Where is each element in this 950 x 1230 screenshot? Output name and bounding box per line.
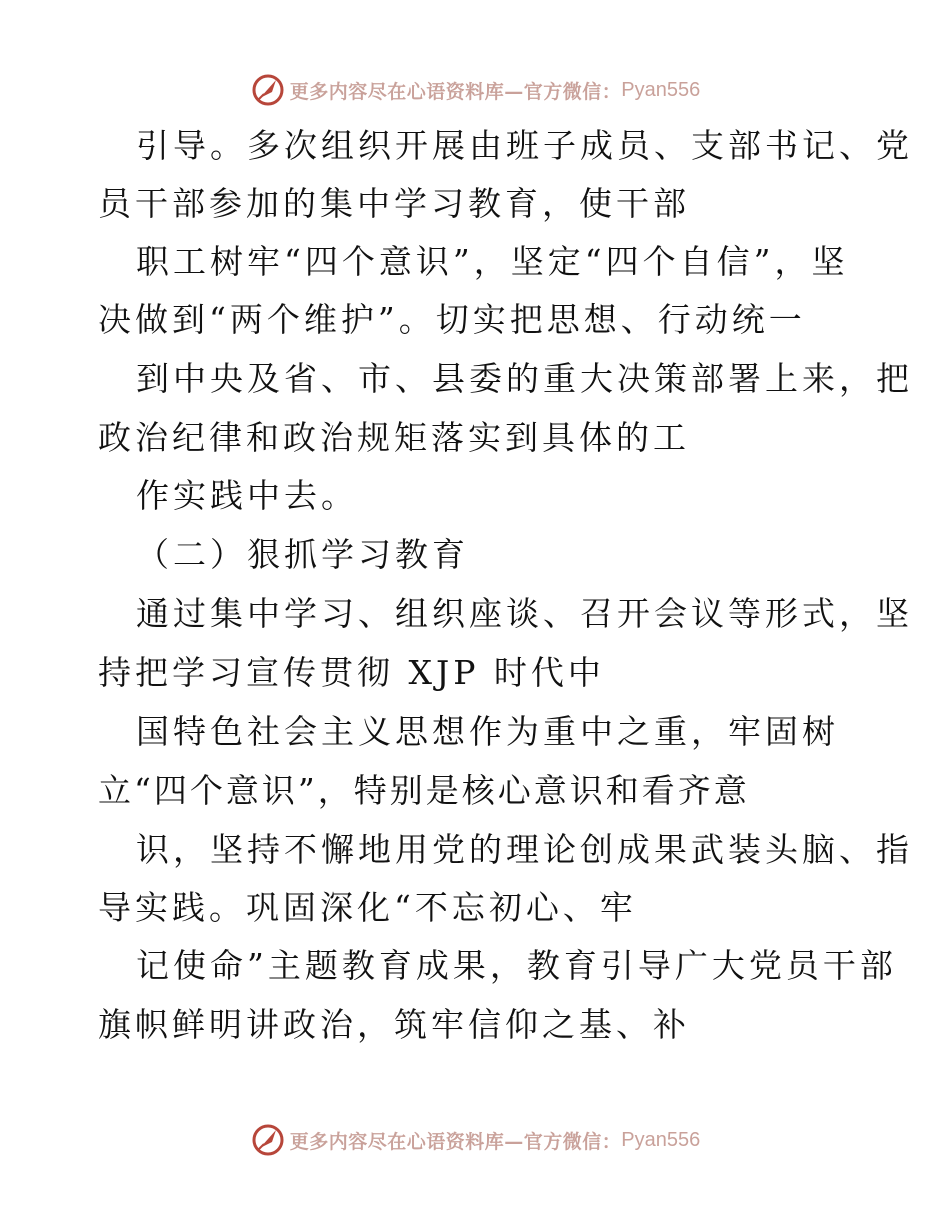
text-line: 导实践。巩固深化“不忘初心、牢 — [98, 888, 637, 927]
footer-watermark — [0, 1120, 950, 1160]
text-line: 到中央及省、市、县委的重大决策部署上来，把 — [136, 359, 913, 398]
text-line: 立“四个意识”，特别是核心意识和看齐意 — [98, 771, 750, 810]
text-line: 国特色社会主义思想作为重中之重，牢固树 — [136, 712, 839, 751]
quill-logo-icon — [250, 1122, 286, 1158]
text-line: 通过集中学习、组织座谈、召开会议等形式，坚 — [136, 594, 913, 633]
text-line: 决做到“两个维护”。切实把思想、行动统一 — [98, 300, 806, 339]
watermark-account: Pyan556 — [621, 78, 701, 101]
text-line: 记使命”主题教育成果，教育引导广大党员干部 — [136, 946, 897, 985]
text-line: 作实践中去。 — [136, 476, 358, 515]
watermark-text: 更多内容尽在心语资料库—官方微信： — [289, 1130, 622, 1153]
watermark-account: Pyan556 — [621, 1128, 701, 1151]
text-line: 持把学习宣传贯彻 XJP 时代中 — [98, 653, 605, 692]
text-line: 引导。多次组织开展由班子成员、支部书记、党 — [136, 126, 913, 165]
text-line: 旗帜鲜明讲政治，筑牢信仰之基、补 — [98, 1005, 690, 1044]
text-line: 员干部参加的集中学习教育，使干部 — [98, 184, 690, 223]
text-line: 政治纪律和政治规矩落实到具体的工 — [98, 418, 690, 457]
header-watermark — [0, 70, 950, 110]
text-line: 职工树牢“四个意识”，坚定“四个自信”，坚 — [136, 242, 849, 281]
watermark-text: 更多内容尽在心语资料库—官方微信： — [289, 80, 622, 103]
quill-logo-icon — [250, 72, 286, 108]
section-heading: （二）狠抓学习教育 — [136, 535, 469, 574]
text-line: 识，坚持不懈地用党的理论创成果武装头脑、指 — [136, 830, 913, 869]
